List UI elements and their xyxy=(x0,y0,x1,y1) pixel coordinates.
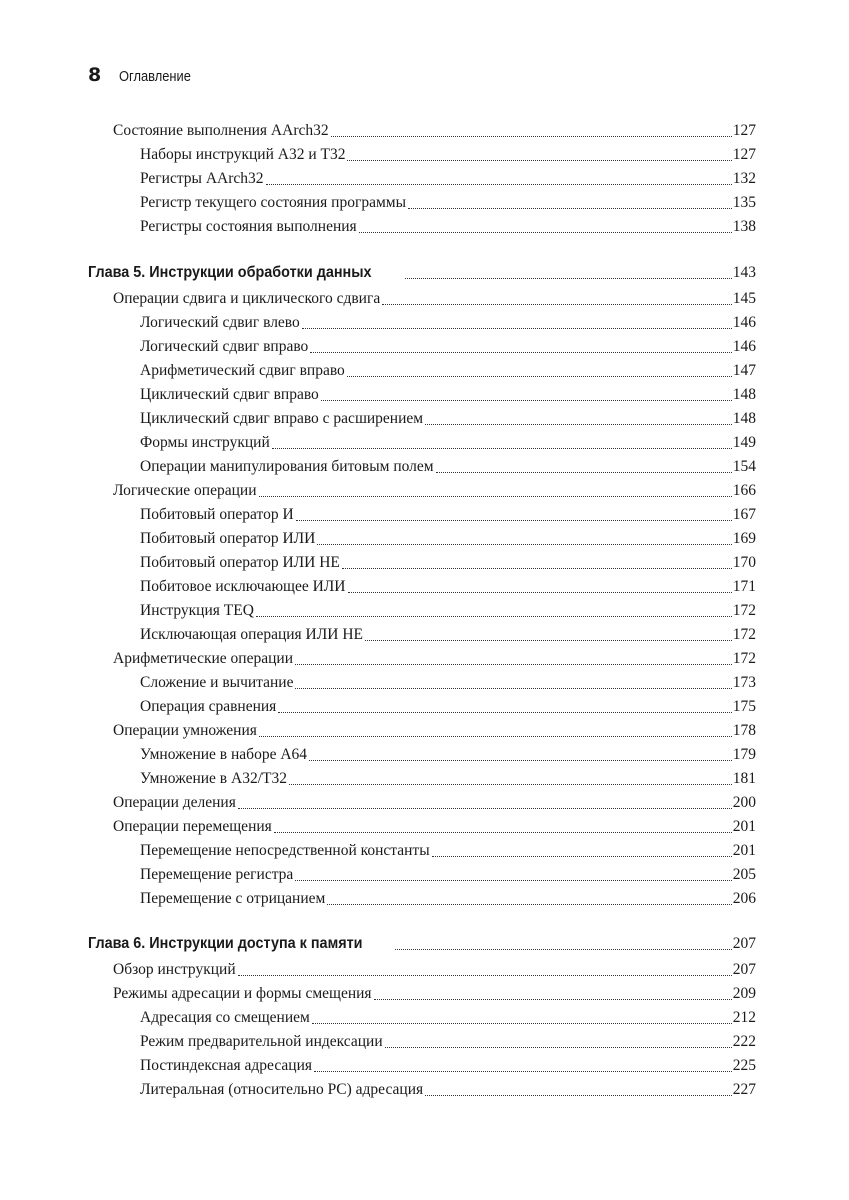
toc-entry-page: 166 xyxy=(732,482,756,499)
dot-leader xyxy=(295,664,732,665)
toc-entry-title: Литеральная (относительно PC) адресация xyxy=(140,1081,424,1098)
dot-leader xyxy=(274,832,732,833)
toc-entry xyxy=(140,696,756,718)
toc-entry xyxy=(140,528,756,550)
toc-entry-page: 148 xyxy=(732,410,756,427)
dot-leader xyxy=(289,784,732,785)
toc-entry-page: 205 xyxy=(732,866,756,883)
toc-entry-title: Побитовый оператор ИЛИ НЕ xyxy=(140,554,340,571)
toc-entry-title: Сложение и вычитание xyxy=(140,674,294,691)
dot-leader xyxy=(425,1095,732,1096)
toc-entry-page: 175 xyxy=(732,698,756,715)
toc-entry-title: Исключающая операция ИЛИ НЕ xyxy=(140,626,363,643)
toc-entry-page: 148 xyxy=(732,386,756,403)
toc-entry-title: Логический сдвиг влево xyxy=(140,314,300,331)
toc-entry-title: Логические операции xyxy=(113,482,257,499)
toc-entry xyxy=(113,120,756,142)
toc-entry xyxy=(140,216,756,238)
dot-leader xyxy=(310,352,731,353)
dot-leader xyxy=(302,328,732,329)
toc-entry xyxy=(140,336,756,358)
toc-entry-page: 207 xyxy=(732,935,756,952)
toc-entry xyxy=(140,144,756,166)
toc-entry-page: 209 xyxy=(732,985,756,1002)
toc-entry xyxy=(140,432,756,454)
dot-leader xyxy=(342,568,732,569)
toc-entry xyxy=(140,576,756,598)
toc-entry-page: 178 xyxy=(732,722,756,739)
toc-entry xyxy=(140,1007,756,1029)
toc-entry xyxy=(113,983,756,1005)
toc-entry xyxy=(113,480,756,502)
toc-entry xyxy=(140,864,756,886)
toc-entry-page: 138 xyxy=(732,218,756,235)
toc-entry-page: 225 xyxy=(732,1057,756,1074)
dot-leader xyxy=(312,1023,732,1024)
dot-leader xyxy=(314,1071,732,1072)
dot-leader xyxy=(331,136,732,137)
toc-entry-page: 200 xyxy=(732,794,756,811)
dot-leader xyxy=(436,472,732,473)
toc-entry-title: Циклический сдвиг вправо с расширением xyxy=(140,410,424,427)
toc-entry xyxy=(113,792,756,814)
dot-leader xyxy=(296,520,732,521)
dot-leader xyxy=(321,400,732,401)
toc-entry-title: Умножение в A32/T32 xyxy=(140,770,287,787)
toc-entry xyxy=(140,1031,756,1053)
toc-entry-title: Глава 6. Инструкции доступа к памяти xyxy=(88,935,363,952)
dot-leader xyxy=(382,304,732,305)
toc-entry-title: Адресация со смещением xyxy=(140,1009,310,1026)
toc-entry-page: 201 xyxy=(732,818,756,835)
toc-chapter-entry xyxy=(88,262,756,284)
toc-entry-title: Побитовый оператор ИЛИ xyxy=(140,530,316,547)
dot-leader xyxy=(408,208,732,209)
toc-entry-title: Глава 5. Инструкции обработки данных xyxy=(88,264,372,281)
toc-entry-title: Регистры AArch32 xyxy=(140,170,264,187)
toc-entry-page: 145 xyxy=(732,290,756,307)
toc-entry-page: 169 xyxy=(732,530,756,547)
toc-entry-page: 127 xyxy=(732,146,756,163)
toc-entry xyxy=(140,672,756,694)
toc-entry-page: 173 xyxy=(732,674,756,691)
toc-entry-title: Регистр текущего состояния программы xyxy=(140,194,406,211)
dot-leader xyxy=(295,880,731,881)
toc-entry xyxy=(113,288,756,310)
toc-entry-title: Циклический сдвиг вправо xyxy=(140,386,319,403)
toc-entry-title: Операции манипулирования битовым полем xyxy=(140,458,434,475)
toc-entry-title: Логический сдвиг вправо xyxy=(140,338,309,355)
dot-leader xyxy=(347,376,732,377)
running-head xyxy=(88,64,203,92)
toc-entry xyxy=(113,816,756,838)
toc-entry-title: Побитовое исключающее ИЛИ xyxy=(140,578,346,595)
toc-entry-title: Наборы инструкций A32 и T32 xyxy=(140,146,346,163)
toc-entry-title: Операции умножения xyxy=(113,722,257,739)
toc-entry-page: 149 xyxy=(732,434,756,451)
page-number: 8 xyxy=(88,64,102,86)
toc-entry-page: 154 xyxy=(732,458,756,475)
toc-entry-title: Формы инструкций xyxy=(140,434,270,451)
toc-entry xyxy=(140,888,756,910)
toc-entry-page: 146 xyxy=(732,314,756,331)
toc-entry xyxy=(140,1079,756,1101)
toc-chapter-entry xyxy=(88,933,756,955)
dot-leader xyxy=(278,712,731,713)
toc-entry-page: 179 xyxy=(732,746,756,763)
toc-entry xyxy=(140,408,756,430)
toc-entry-page: 222 xyxy=(732,1033,756,1050)
toc-entry-page: 170 xyxy=(732,554,756,571)
toc-entry-title: Перемещение с отрицанием xyxy=(140,890,326,907)
toc-entry-page: 127 xyxy=(732,122,756,139)
toc-entry-title: Умножение в наборе A64 xyxy=(140,746,308,763)
toc-entry-title: Операции перемещения xyxy=(113,818,272,835)
toc-entry-page: 172 xyxy=(732,602,756,619)
toc-entry-page: 146 xyxy=(732,338,756,355)
toc-entry-page: 172 xyxy=(732,626,756,643)
toc-entry-title: Арифметические операции xyxy=(113,650,293,667)
toc-entry-page: 201 xyxy=(732,842,756,859)
toc-entry-page: 207 xyxy=(732,961,756,978)
toc-entry-page: 227 xyxy=(732,1081,756,1098)
toc-entry-page: 135 xyxy=(732,194,756,211)
toc-entry xyxy=(140,744,756,766)
toc-entry xyxy=(140,624,756,646)
dot-leader xyxy=(347,160,731,161)
toc-entry-title: Арифметический сдвиг вправо xyxy=(140,362,345,379)
toc-entry-page: 167 xyxy=(732,506,756,523)
toc-entry xyxy=(140,456,756,478)
dot-leader xyxy=(259,496,732,497)
toc-entry-title: Операция сравнения xyxy=(140,698,277,715)
dot-leader xyxy=(425,424,732,425)
toc-entry xyxy=(113,720,756,742)
toc-entry xyxy=(140,192,756,214)
toc-entry xyxy=(140,384,756,406)
dot-leader xyxy=(395,949,732,950)
dot-leader xyxy=(238,808,732,809)
dot-leader xyxy=(385,1047,732,1048)
toc-entry xyxy=(140,840,756,862)
toc-entry xyxy=(140,768,756,790)
dot-leader xyxy=(272,448,732,449)
toc-entry-title: Операции сдвига и циклического сдвига xyxy=(113,290,381,307)
dot-leader xyxy=(359,232,732,233)
toc-entry-page: 172 xyxy=(732,650,756,667)
dot-leader xyxy=(348,592,732,593)
dot-leader xyxy=(432,856,732,857)
toc-entry-page: 147 xyxy=(732,362,756,379)
dot-leader xyxy=(317,544,731,545)
dot-leader xyxy=(259,736,732,737)
toc-entry-title: Режимы адресации и формы смещения xyxy=(113,985,372,1002)
toc-entry-page: 212 xyxy=(732,1009,756,1026)
dot-leader xyxy=(405,278,732,279)
toc-entry-title: Операции деления xyxy=(113,794,236,811)
toc-entry-title: Обзор инструкций xyxy=(113,961,236,978)
toc-entry xyxy=(140,552,756,574)
dot-leader xyxy=(327,904,731,905)
toc-entry xyxy=(113,959,756,981)
toc-entry-title: Состояние выполнения AArch32 xyxy=(113,122,329,139)
toc-entry xyxy=(140,504,756,526)
toc-entry-title: Режим предварительной индексации xyxy=(140,1033,383,1050)
dot-leader xyxy=(374,999,732,1000)
toc-entry xyxy=(140,1055,756,1077)
toc-entry-title: Побитовый оператор И xyxy=(140,506,294,523)
dot-leader xyxy=(238,975,732,976)
dot-leader xyxy=(295,688,731,689)
toc-entry-title: Перемещение непосредственной константы xyxy=(140,842,430,859)
toc-entry-page: 143 xyxy=(732,264,756,281)
dot-leader xyxy=(365,640,732,641)
toc-entry-page: 171 xyxy=(732,578,756,595)
toc-entry-page: 181 xyxy=(732,770,756,787)
toc-entry-title: Инструкция TEQ xyxy=(140,602,254,619)
dot-leader xyxy=(256,616,732,617)
toc-entry xyxy=(140,312,756,334)
toc-entry xyxy=(140,168,756,190)
toc-entry xyxy=(140,360,756,382)
dot-leader xyxy=(266,184,732,185)
toc-entry-title: Постиндексная адресация xyxy=(140,1057,312,1074)
toc-entry-title: Регистры состояния выполнения xyxy=(140,218,357,235)
toc-entry-page: 206 xyxy=(732,890,756,907)
toc-entry-page: 132 xyxy=(732,170,756,187)
section-title: Оглавление xyxy=(119,68,192,85)
dot-leader xyxy=(309,760,732,761)
toc-entry xyxy=(140,600,756,622)
toc-entry xyxy=(113,648,756,670)
toc-entry-title: Перемещение регистра xyxy=(140,866,294,883)
